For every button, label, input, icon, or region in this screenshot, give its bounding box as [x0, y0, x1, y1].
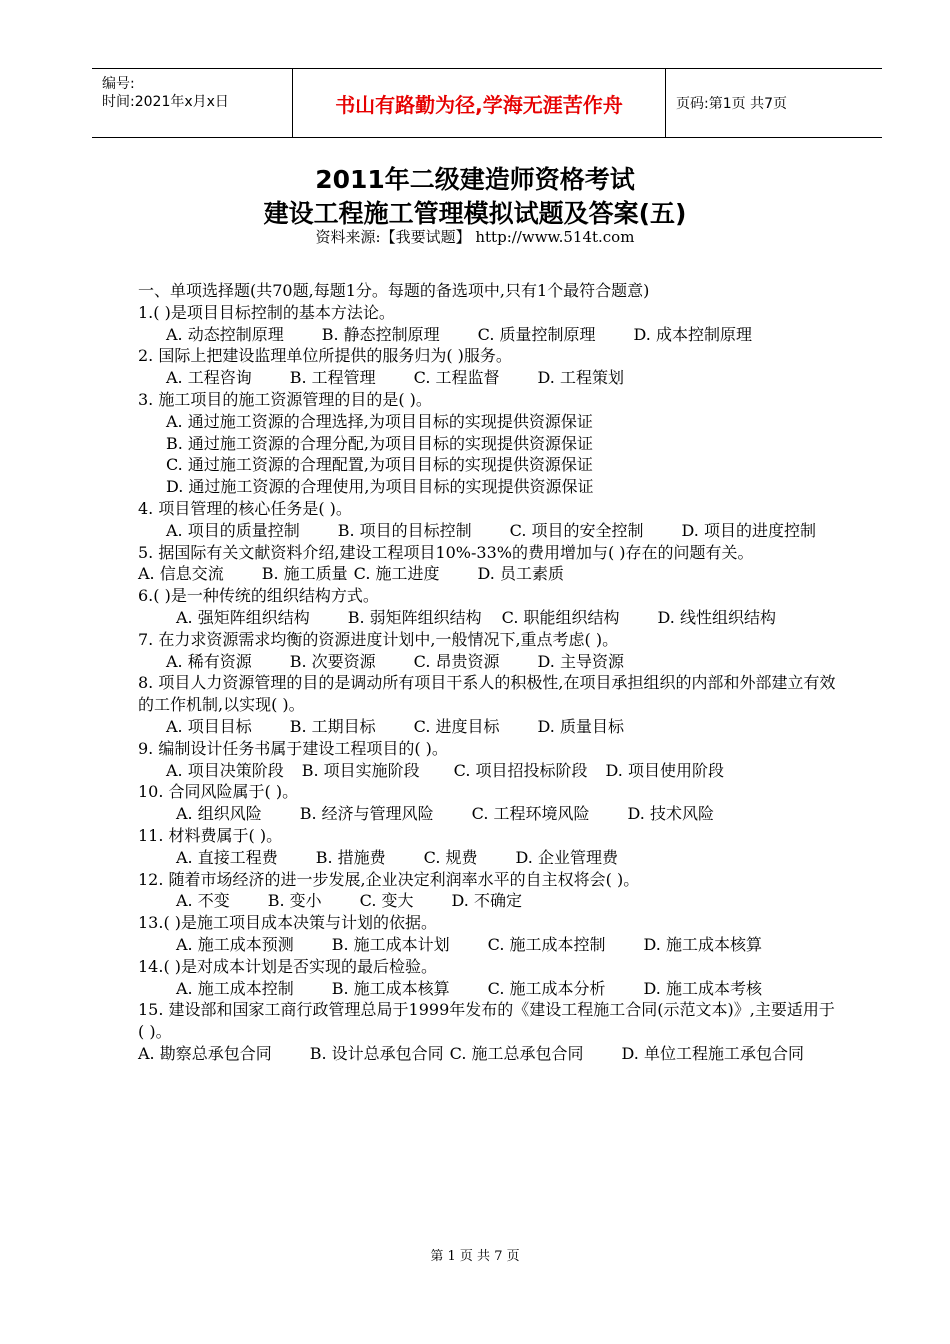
- option: B. 静态控制原理: [321, 324, 440, 344]
- section-heading: 一、单项选择题(共70题,每题1分。每题的备选项中,只有1个最符合题意): [138, 281, 650, 300]
- option: D. 不确定: [451, 891, 522, 911]
- option: C. 变大: [359, 891, 414, 911]
- question-options: [138, 890, 838, 912]
- header-motto: 书山有路勤为径,学海无涯苦作舟: [335, 92, 623, 117]
- option: A. 勘察总承包合同: [138, 1043, 272, 1063]
- option: A. 工程咨询: [166, 368, 252, 388]
- question-text: 15. 建设部和国家工商行政管理总局于1999年发布的《建设工程施工合同(示范文本)》,主要适用于( )。: [138, 1000, 835, 1042]
- document-time-label: 时间:2021年x月x日: [102, 94, 229, 110]
- option: D. 单位工程施工承包合同: [621, 1043, 804, 1063]
- option: A. 项目决策阶段: [166, 760, 284, 780]
- option: B. 项目的目标控制: [337, 520, 472, 540]
- question-options: [138, 367, 838, 389]
- option: A. 组织风险: [176, 804, 262, 824]
- option: B. 工期目标: [289, 716, 376, 736]
- option: A. 动态控制原理: [166, 324, 284, 344]
- option: C. 项目的安全控制: [509, 520, 644, 540]
- question-text: 13.( )是施工项目成本决策与计划的依据。: [138, 913, 438, 933]
- option: B. 施工成本核算: [331, 978, 450, 998]
- option: C. 规费: [423, 847, 478, 867]
- option: A. 项目的质量控制: [166, 520, 300, 540]
- question-text: 12. 随着市场经济的进一步发展,企业决定利润率水平的自主权将会( )。: [138, 869, 640, 889]
- option: C. 进度目标: [413, 716, 500, 736]
- question-options: [138, 934, 838, 956]
- option: B. 施工成本计划: [331, 934, 450, 954]
- question-options: [138, 978, 838, 1000]
- header-motto-cell: [293, 69, 666, 137]
- question-options: [138, 760, 838, 782]
- title-line-2: 建设工程施工管理模拟试题及答案(五): [263, 199, 687, 228]
- option: C. 项目招投标阶段: [453, 760, 588, 780]
- option: D. 技术风险: [627, 804, 714, 824]
- option: C. 通过施工资源的合理配置,为项目目标的实现提供资源保证: [166, 455, 593, 475]
- option: C. 昂贵资源: [413, 651, 500, 671]
- question-text: 2. 国际上把建设监理单位所提供的服务归为( )服务。: [138, 346, 512, 366]
- option: B. 措施费: [315, 847, 386, 867]
- option: D. 工程策划: [537, 368, 624, 388]
- option: A. 项目目标: [166, 716, 252, 736]
- option: D. 质量目标: [537, 716, 624, 736]
- option: C. 施工成本分析: [487, 978, 606, 998]
- source-line: 资料来源:【我要试题】 http://www.514t.com: [315, 228, 635, 246]
- option: B. 变小: [267, 891, 322, 911]
- question-text: 11. 材料费属于( )。: [138, 825, 283, 845]
- page-footer: 第 1 页 共 7 页: [430, 1249, 520, 1264]
- option: D. 通过施工资源的合理使用,为项目目标的实现提供资源保证: [166, 477, 594, 497]
- question-text: 3. 施工项目的施工资源管理的目的是( )。: [138, 389, 432, 409]
- option: D. 线性组织结构: [657, 607, 776, 627]
- question-options: [138, 563, 838, 585]
- option: D. 主导资源: [537, 651, 624, 671]
- option: B. 经济与管理风险: [299, 804, 434, 824]
- question-text: 6.( )是一种传统的组织结构方式。: [138, 586, 379, 606]
- question-options: [138, 651, 838, 673]
- option: B. 设计总承包合同: [309, 1043, 444, 1063]
- question-text: 7. 在力求资源需求均衡的资源进度计划中,一般情况下,重点考虑( )。: [138, 629, 619, 649]
- option: B. 弱矩阵组织结构: [347, 607, 482, 627]
- header-page-info: 页码:第1页 共7页: [676, 96, 787, 112]
- question-text: 4. 项目管理的核心任务是( )。: [138, 498, 352, 518]
- option: A. 强矩阵组织结构: [176, 607, 310, 627]
- option: C. 施工总承包合同: [449, 1043, 584, 1063]
- option: C. 质量控制原理: [477, 324, 596, 344]
- option: D. 项目的进度控制: [681, 520, 816, 540]
- option: C. 工程监督: [413, 368, 500, 388]
- header-table: [92, 68, 882, 138]
- title-line-1: 2011年二级建造师资格考试: [315, 165, 635, 194]
- question-text: 5. 据国际有关文献资料介绍,建设工程项目10%-33%的费用增加与( )存在的问题有关。: [138, 542, 754, 562]
- option: B. 项目实施阶段: [301, 760, 420, 780]
- option: B. 次要资源: [289, 651, 376, 671]
- option: C. 工程环境风险: [471, 804, 590, 824]
- option: B. 工程管理: [289, 368, 376, 388]
- question-text: 14.( )是对成本计划是否实现的最后检验。: [138, 956, 438, 976]
- option: D. 成本控制原理: [633, 324, 752, 344]
- header-meta-cell: [92, 69, 293, 137]
- question-options: [138, 847, 838, 869]
- header-page-cell: [666, 69, 882, 137]
- option: A. 通过施工资源的合理选择,为项目目标的实现提供资源保证: [166, 411, 593, 431]
- option: A. 信息交流: [138, 564, 224, 584]
- option: A. 不变: [176, 891, 230, 911]
- option: A. 稀有资源: [166, 651, 252, 671]
- option: D. 企业管理费: [515, 847, 618, 867]
- question-options: [138, 607, 838, 629]
- question-options: [138, 803, 838, 825]
- option: D. 施工成本考核: [643, 978, 762, 998]
- option: D. 项目使用阶段: [605, 760, 724, 780]
- option: C. 职能组织结构: [501, 607, 620, 627]
- question-content: [138, 280, 838, 1065]
- option: C. 施工进度: [353, 564, 440, 584]
- option: A. 施工成本预测: [176, 934, 294, 954]
- question-options: [138, 1043, 838, 1065]
- option: B. 施工质量: [261, 564, 348, 584]
- option: C. 施工成本控制: [487, 934, 606, 954]
- question-text: 10. 合同风险属于( )。: [138, 782, 299, 802]
- option: A. 直接工程费: [176, 847, 278, 867]
- question-options: [138, 716, 838, 738]
- question-options: [138, 520, 838, 542]
- question-text: 1.( )是项目目标控制的基本方法论。: [138, 302, 395, 322]
- document-number-label: 编号:: [102, 76, 135, 92]
- option: A. 施工成本控制: [176, 978, 294, 998]
- question-text: 9. 编制设计任务书属于建设工程项目的( )。: [138, 738, 448, 758]
- option: D. 员工素质: [477, 564, 564, 584]
- option: D. 施工成本核算: [643, 934, 762, 954]
- option: B. 通过施工资源的合理分配,为项目目标的实现提供资源保证: [166, 433, 594, 453]
- question-text: 8. 项目人力资源管理的目的是调动所有项目干系人的积极性,在项目承担组织的内部和外部建立有效的工作机制,以实现( )。: [138, 673, 836, 715]
- question-options: [138, 324, 838, 346]
